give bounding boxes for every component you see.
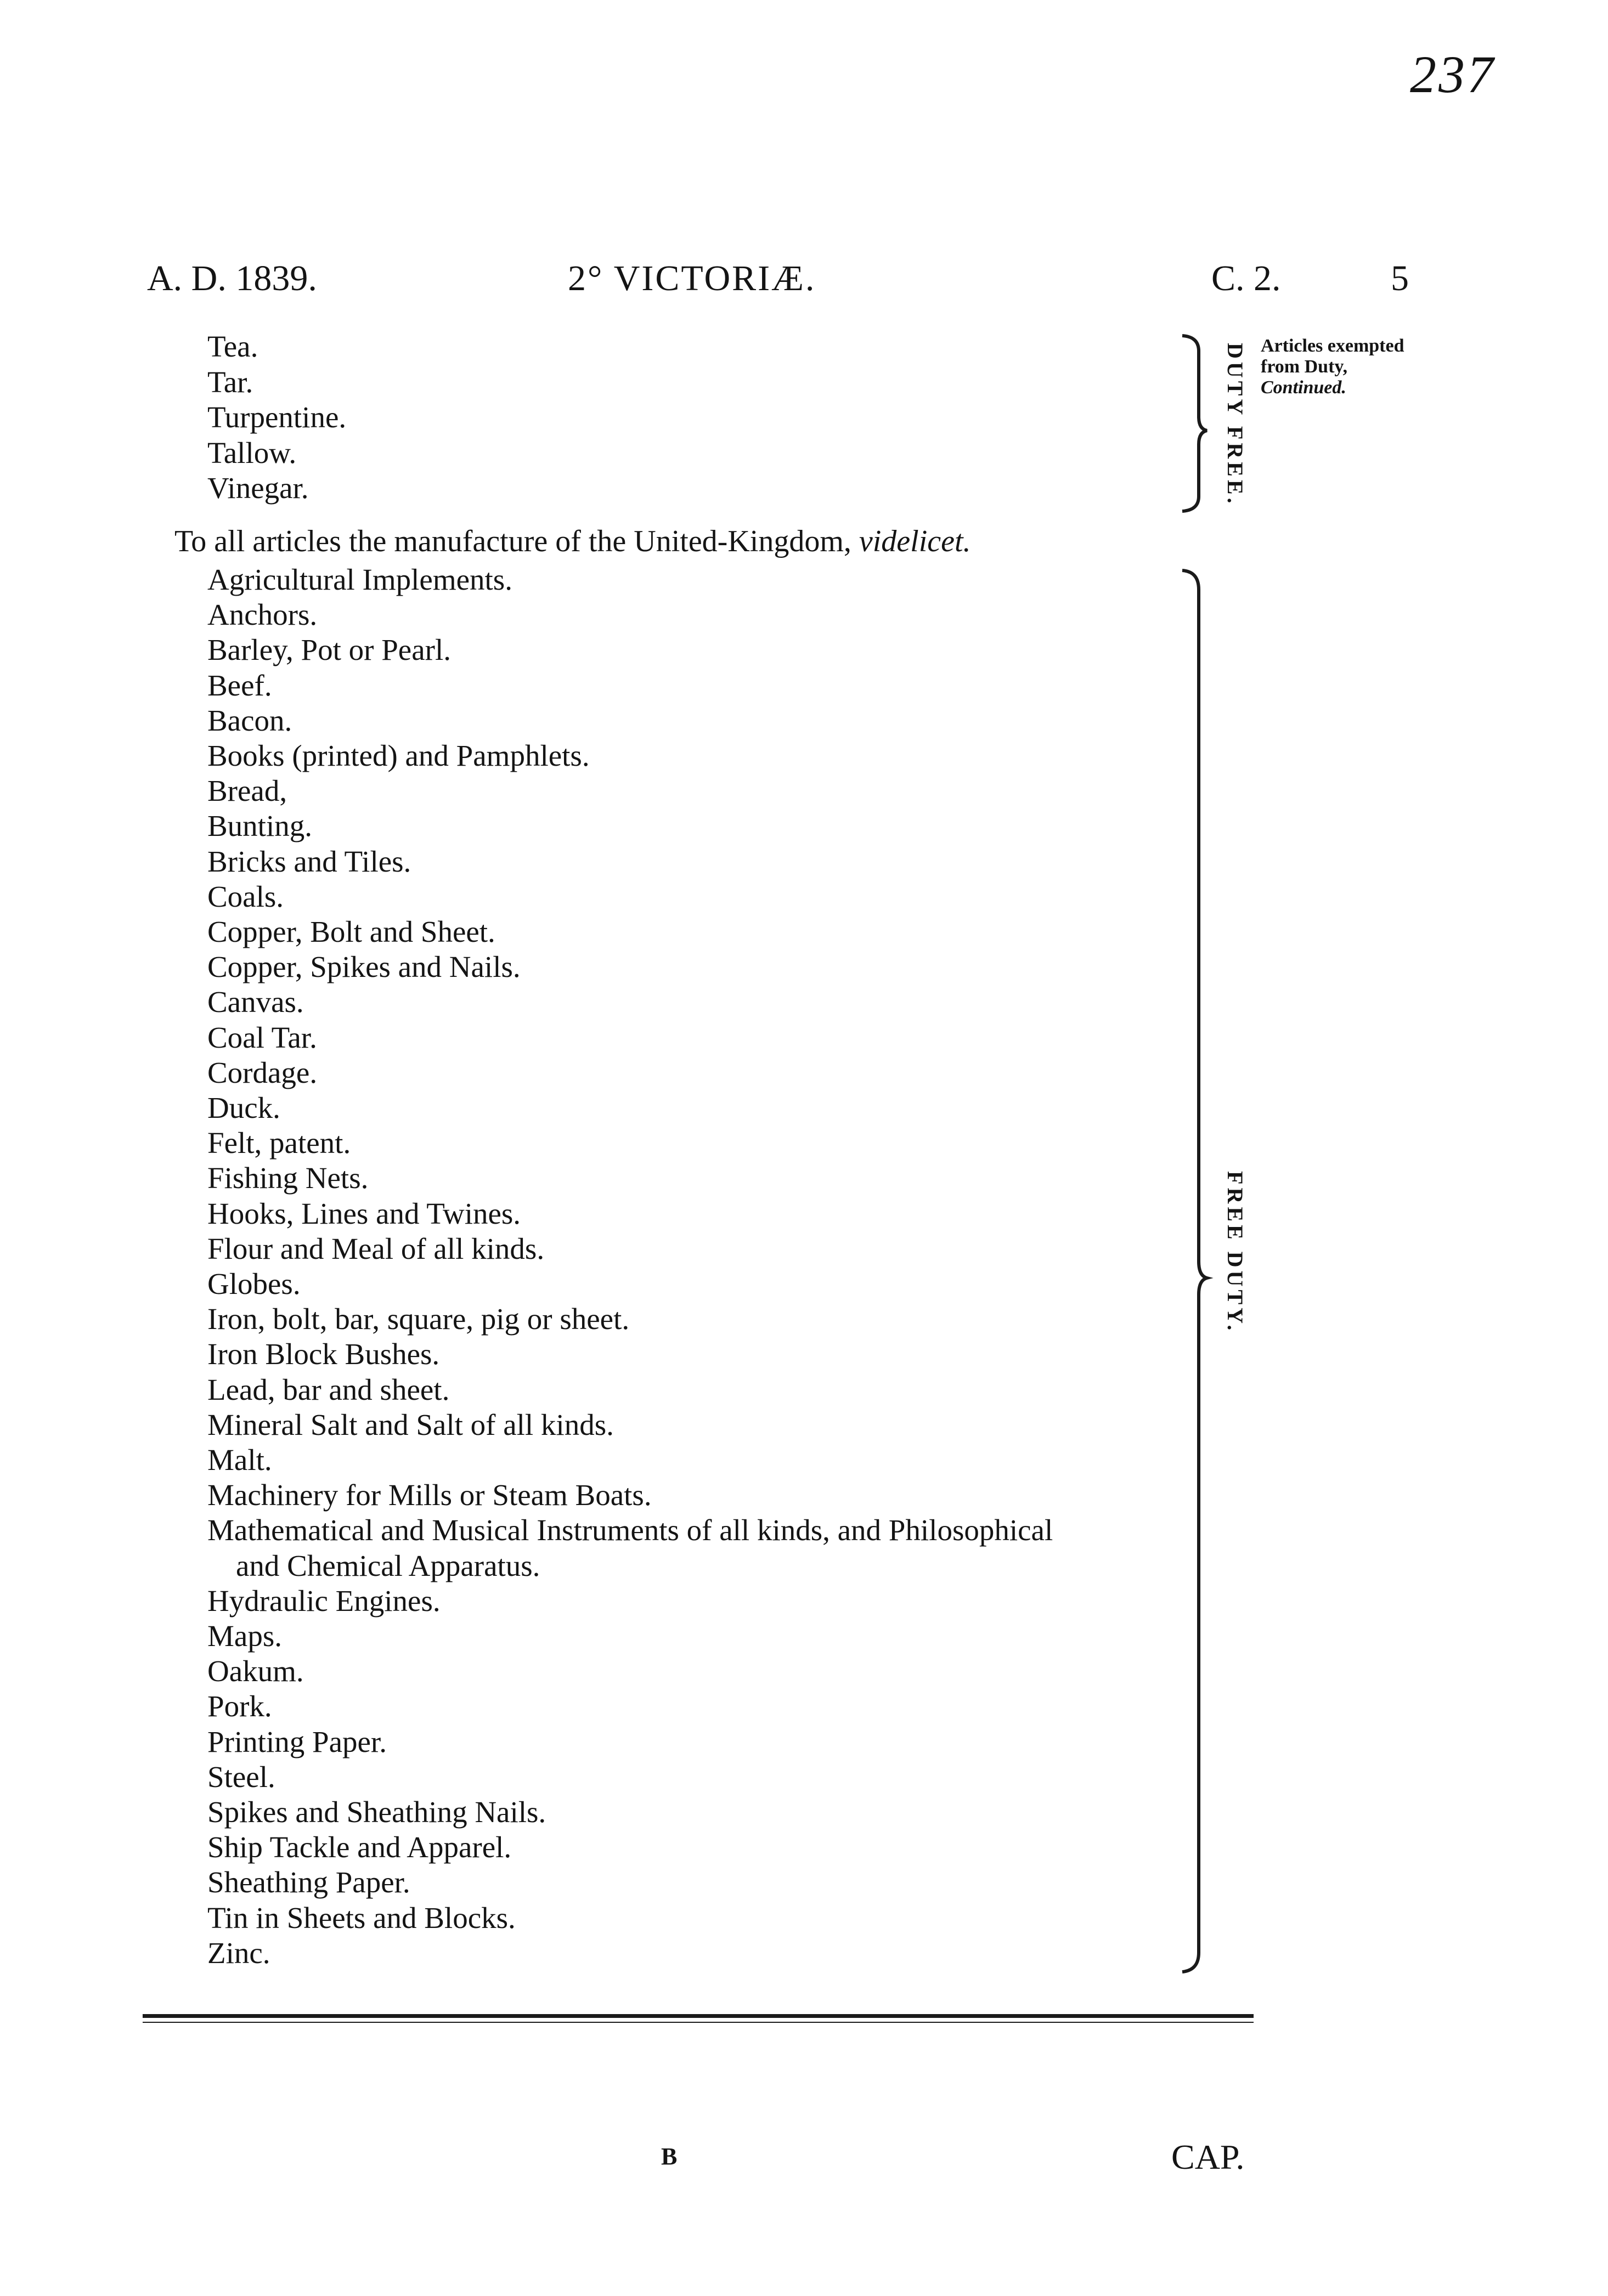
free-duty-item: Books (printed) and Pamphlets.	[207, 739, 590, 772]
free-duty-item: Copper, Bolt and Sheet.	[207, 915, 495, 948]
free-duty-item: Bunting.	[207, 809, 312, 843]
duty-free-item: Tar.	[207, 365, 253, 399]
free-duty-item: Bricks and Tiles.	[207, 844, 411, 878]
free-duty-item: Malt.	[207, 1443, 272, 1477]
free-duty-item: Ship Tackle and Apparel.	[207, 1830, 512, 1864]
duty-free-item: Turpentine.	[207, 400, 347, 434]
free-duty-item: Fishing Nets.	[207, 1161, 369, 1195]
free-duty-item: Sheathing Paper.	[207, 1865, 410, 1899]
paragraph-text: To all articles the manufacture of the United-Kingdom,	[174, 524, 851, 558]
free-duty-item: Machinery for Mills or Steam Boats.	[207, 1478, 652, 1512]
free-duty-item: Duck.	[207, 1091, 280, 1124]
free-duty-item: Mathematical and Musical Instruments of all kinds, and Philosophical	[207, 1513, 1053, 1547]
brace-group-1	[1182, 336, 1207, 511]
free-duty-item: Spikes and Sheathing Nails.	[207, 1795, 546, 1829]
footer-rule-thick	[143, 2014, 1254, 2018]
free-duty-item: Pork.	[207, 1689, 272, 1723]
free-duty-item: Barley, Pot or Pearl.	[207, 633, 451, 667]
free-duty-item: Cordage.	[207, 1055, 318, 1089]
duty-free-item: Tallow.	[207, 436, 297, 470]
marginal-note-line-2: from Duty,	[1261, 357, 1348, 377]
group-label-duty-free: DUTY FREE.	[1223, 343, 1248, 507]
signature-mark: B	[661, 2143, 678, 2170]
free-duty-item: Beef.	[207, 668, 272, 702]
free-duty-item: Lead, bar and sheet.	[207, 1372, 450, 1406]
free-duty-item: Coal Tar.	[207, 1020, 317, 1054]
free-duty-item: and Chemical Apparatus.	[236, 1548, 540, 1582]
header-regnal-year: 2° VICTORIÆ.	[568, 258, 816, 298]
header-year: A. D. 1839.	[147, 258, 317, 298]
free-duty-item: Anchors.	[207, 598, 318, 632]
free-duty-item: Flour and Meal of all kinds.	[207, 1231, 545, 1265]
header-chapter: C. 2.	[1211, 258, 1281, 298]
free-duty-item: Copper, Spikes and Nails.	[207, 950, 521, 984]
brace-group-2	[1182, 570, 1207, 1972]
catchword: CAP.	[1171, 2137, 1245, 2176]
free-duty-item: Iron, bolt, bar, square, pig or sheet.	[207, 1302, 630, 1336]
free-duty-item: Agricultural Implements.	[207, 563, 512, 596]
duty-free-item: Vinegar.	[207, 471, 309, 505]
free-duty-item: Felt, patent.	[207, 1126, 351, 1160]
group-label-free-duty: FREE DUTY.	[1223, 1171, 1248, 1334]
free-duty-item: Zinc.	[207, 1936, 270, 1970]
duty-free-item: Tea.	[207, 330, 258, 363]
paragraph-emphasis: videlicet.	[859, 524, 971, 558]
folio-number: 237	[1410, 45, 1496, 104]
marginal-note-line-1: Articles exempted	[1261, 336, 1404, 356]
footer-rule-thin	[143, 2022, 1254, 2023]
free-duty-item: Iron Block Bushes.	[207, 1337, 440, 1371]
free-duty-item: Oakum.	[207, 1654, 304, 1688]
free-duty-item: Tin in Sheets and Blocks.	[207, 1901, 516, 1935]
free-duty-item: Maps.	[207, 1619, 282, 1653]
header-page-number: 5	[1391, 258, 1409, 298]
free-duty-item: Bacon.	[207, 703, 292, 737]
free-duty-item: Canvas.	[207, 985, 304, 1019]
free-duty-item: Mineral Salt and Salt of all kinds.	[207, 1407, 614, 1441]
free-duty-item: Bread,	[207, 774, 287, 808]
free-duty-item: Coals.	[207, 879, 284, 913]
free-duty-item: Hooks, Lines and Twines.	[207, 1196, 521, 1230]
free-duty-item: Printing Paper.	[207, 1724, 387, 1758]
free-duty-item: Globes.	[207, 1267, 301, 1300]
marginal-note-line-3: Continued.	[1261, 377, 1346, 398]
free-duty-item: Hydraulic Engines.	[207, 1584, 441, 1618]
free-duty-item: Steel.	[207, 1760, 275, 1794]
